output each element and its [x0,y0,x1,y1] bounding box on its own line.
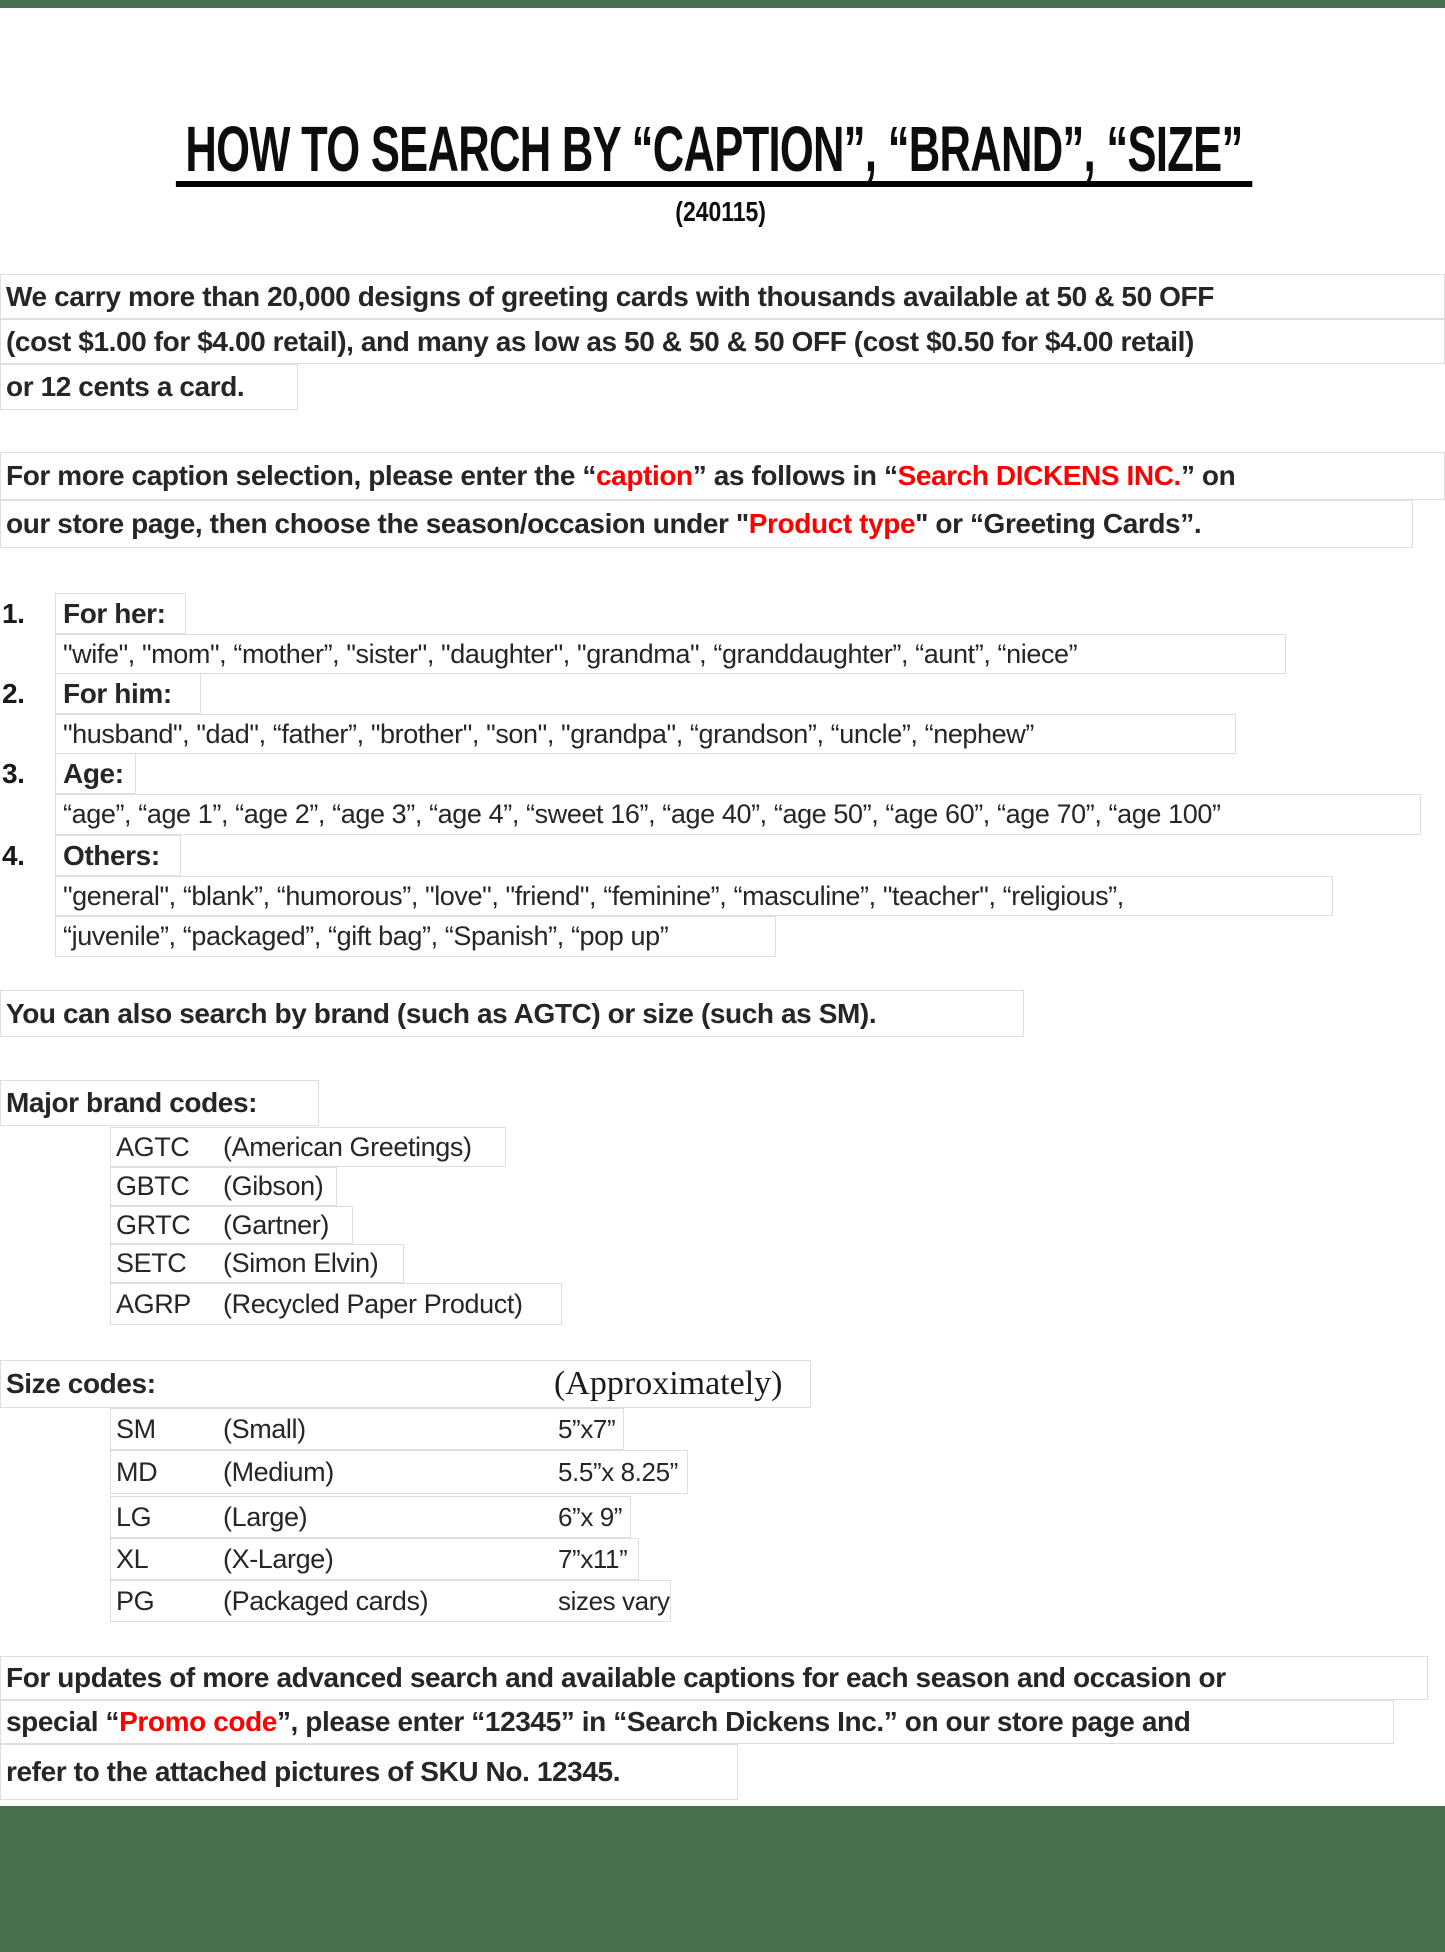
caption-note-1e: ” on [1180,460,1236,491]
size-value: 5.5”x 8.25” [558,1456,678,1487]
list-label-for-him: For him: [55,673,201,714]
brand-name: (Gibson) [223,1171,324,1201]
size-name: (X-Large) [223,1543,334,1574]
size-value: 5”x7” [558,1413,616,1444]
footer-note-2c: ”, please enter “12345” in “Search Dickens Inc.” on our store page and [276,1706,1191,1737]
size-code: XL [116,1543,149,1574]
size-name: (Large) [223,1501,308,1532]
brand-code: AGTC [116,1131,190,1162]
brand-row [110,1167,337,1206]
size-row [110,1496,631,1538]
brand-name: (Simon Elvin) [223,1248,379,1278]
caption-note-2a: our store page, then choose the season/occasion under " [6,508,749,539]
brand-code: AGRP [116,1288,191,1319]
top-green-strip [0,0,1445,8]
promo-code-red: Promo code [119,1706,277,1737]
product-type-red: Product type [748,508,916,539]
list-label-age: Age: [55,753,136,794]
brand-row [110,1283,562,1325]
approximately-label: (Approximately) [554,1365,783,1402]
list-number-3: 3. [2,757,25,789]
list-values-for-him: "husband", "dad", “father”, "brother", "son", "grandpa", “grandson”, “uncle”, “nephew” [55,714,1236,754]
brand-codes-header: Major brand codes: [0,1080,319,1126]
caption-note-1a: For more caption selection, please enter the “ [6,460,596,491]
list-values-others-2: “juvenile”, “packaged”, “gift bag”, “Spanish”, “pop up” [55,916,776,957]
size-row [110,1408,624,1450]
brand-name: (Recycled Paper Product) [223,1288,523,1319]
list-values-others-1: "general", “blank”, “humorous”, "love", "friend", “feminine”, “masculine”, "teacher", “religious”, [55,876,1333,916]
brand-name: (Gartner) [223,1209,329,1240]
caption-note-line-2 [0,500,1413,548]
search-dickens-red: Search DICKENS INC. [897,460,1181,491]
list-values-for-her: "wife", "mom", “mother”, "sister", "daughter", "grandma", “granddaughter”, “aunt”, “niece” [55,634,1286,674]
size-name: (Medium) [223,1456,334,1487]
caption-note-1c: ” as follows in “ [692,460,898,491]
brand-code: GBTC [116,1171,190,1201]
size-name: (Packaged cards) [223,1585,429,1616]
size-row [110,1538,639,1580]
list-number-4: 4. [2,839,25,871]
size-row [110,1580,671,1622]
size-name: (Small) [223,1413,306,1444]
brand-code: SETC [116,1248,187,1278]
list-label-others: Others: [55,835,181,876]
intro-line-3: or 12 cents a card. [0,364,298,410]
brand-code: GRTC [116,1209,191,1240]
footer-note-line-3: refer to the attached pictures of SKU No. 12345. [0,1744,738,1800]
brand-name: (American Greetings) [223,1131,472,1162]
brand-row [110,1127,506,1167]
footer-note-2a: special “ [6,1706,120,1737]
size-value: 6”x 9” [558,1501,623,1532]
list-number-1: 1. [2,597,25,629]
search-note: You can also search by brand (such as AGTC) or size (such as SM). [0,990,1024,1037]
size-row [110,1450,688,1494]
caption-note-line-1 [0,452,1445,500]
bottom-green-block [0,1806,1445,1952]
version-code: (240115) [675,196,766,227]
page-title: HOW TO SEARCH BY “CAPTION”, “BRAND”, “SIZE” [176,120,1252,187]
intro-line-2: (cost $1.00 for $4.00 retail), and many as low as 50 & 50 & 50 OFF (cost $0.50 for $4.00 retail) [0,319,1445,364]
size-codes-title: Size codes: [6,1368,156,1399]
brand-row [110,1206,353,1244]
caption-note-2c: " or “Greeting Cards”. [915,508,1202,539]
size-value: 7”x11” [558,1543,628,1574]
brand-row [110,1244,404,1283]
footer-note-line-1: For updates of more advanced search and available captions for each season and occasion or [0,1656,1428,1700]
footer-note-line-2 [0,1700,1394,1744]
size-code: MD [116,1456,158,1487]
size-code: SM [116,1413,156,1444]
list-values-age: “age”, “age 1”, “age 2”, “age 3”, “age 4”, “sweet 16”, “age 40”, “age 50”, “age 60”, “age 70”, “age 100” [55,794,1421,835]
intro-line-1: We carry more than 20,000 designs of greeting cards with thousands available at 50 & 50 OFF [0,274,1445,319]
caption-keyword-red: caption [596,460,693,491]
list-label-for-her: For her: [55,593,186,634]
size-value: sizes vary [558,1585,670,1616]
size-codes-header [0,1360,811,1408]
list-number-2: 2. [2,677,25,709]
size-code: LG [116,1501,152,1532]
size-code: PG [116,1585,155,1616]
